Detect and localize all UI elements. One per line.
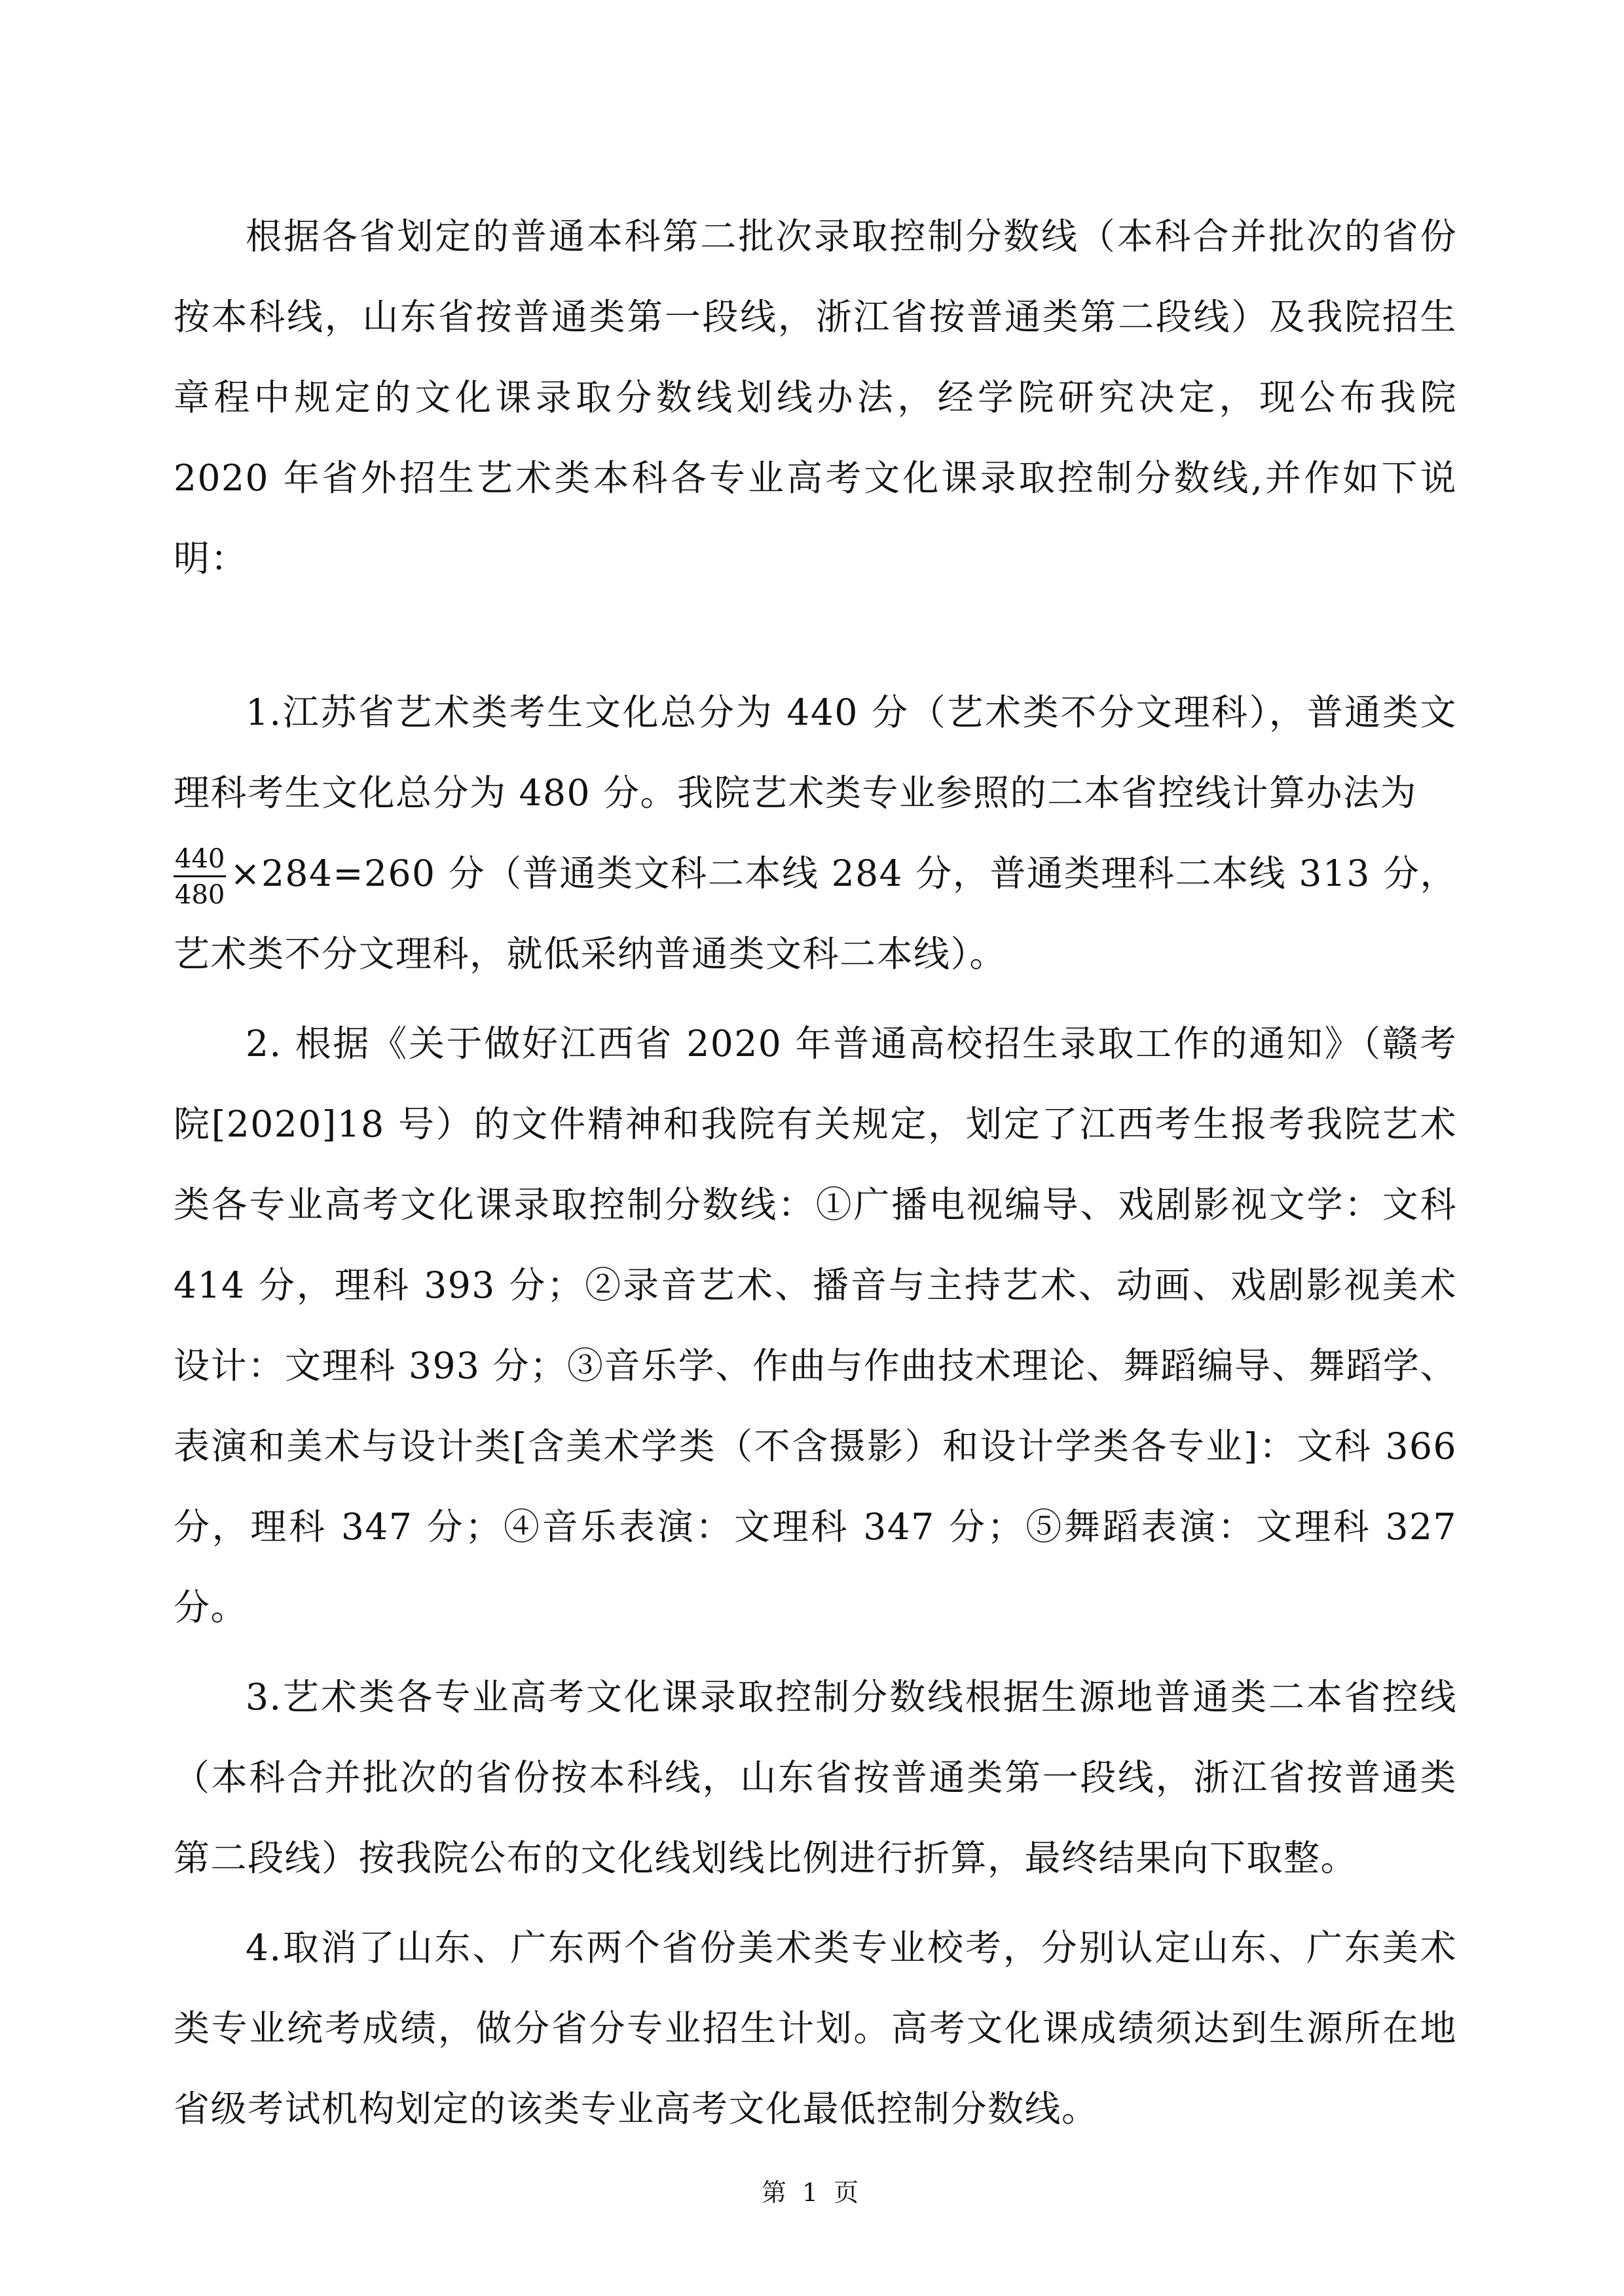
document-body xyxy=(174,196,1457,2149)
intro-paragraph: 根据各省划定的普通本科第二批次录取控制分数线（本科合并批次的省份按本科线，山东省按普通类第一段线，浙江省按普通类第二段线）及我院招生章程中规定的文化课录取分数线划线办法，经学院研究决定，现公布我院 2020 年省外招生艺术类本科各专业高考文化课录取控制分数线,并作如下说明： xyxy=(174,215,1457,579)
fraction xyxy=(174,844,226,910)
fraction-denominator: 480 xyxy=(175,879,225,910)
item-2-paragraph: 2. 根据《关于做好江西省 2020 年普通高校招生录取工作的通知》（赣考院[2020]18 号）的文件精神和我院有关规定，划定了江西考生报考我院艺术类各专业高考文化课录取控制分数线：①广播电视编导、戏剧影视文学：文科 414 分，理科 393 分；②录音艺术、播音与主持艺术、动画、戏剧影视美术设计：文理科 393 分；③音乐学、作曲与作曲技术理论、舞蹈编导、舞蹈学、表演和美术与设计类[含美术学类（不含摄影）和设计学类各专业]：文科 366 分，理科 347 分；④音乐表演：文理科 347 分；⑤舞蹈表演：文理科 327 分。 xyxy=(174,1023,1457,1628)
item-1-text-b: ×284=260 分（普通类文科二本线 284 分，普通类理科二本线 313 分，艺术类不分文理科，就低采纳普通类文科二本线）。 xyxy=(174,852,1457,975)
page-number: 第 1 页 xyxy=(761,2178,863,2207)
item-1-paragraph xyxy=(174,672,1457,994)
item-4-paragraph: 4.取消了山东、广东两个省份美术类专业校考，分别认定山东、广东美术类专业统考成绩，做分省分专业招生计划。高考文化课成绩须达到生源所在地省级考试机构划定的该类专业高考文化最低控制分数线。 xyxy=(174,1927,1457,2130)
fraction-numerator: 440 xyxy=(174,844,226,877)
item-1-text-a: 1.江苏省艺术类考生文化总分为 440 分（艺术类不分文理科），普通类文理科考生文化总分为 480 分。我院艺术类专业参照的二本省控线计算办法为 xyxy=(174,691,1457,814)
item-3-paragraph: 3.艺术类各专业高考文化课录取控制分数线根据生源地普通类二本省控线（本科合并批次的省份按本科线，山东省按普通类第一段线，浙江省按普通类第二段线）按我院公布的文化线划线比例进行折算，最终结果向下取整。 xyxy=(174,1676,1457,1879)
